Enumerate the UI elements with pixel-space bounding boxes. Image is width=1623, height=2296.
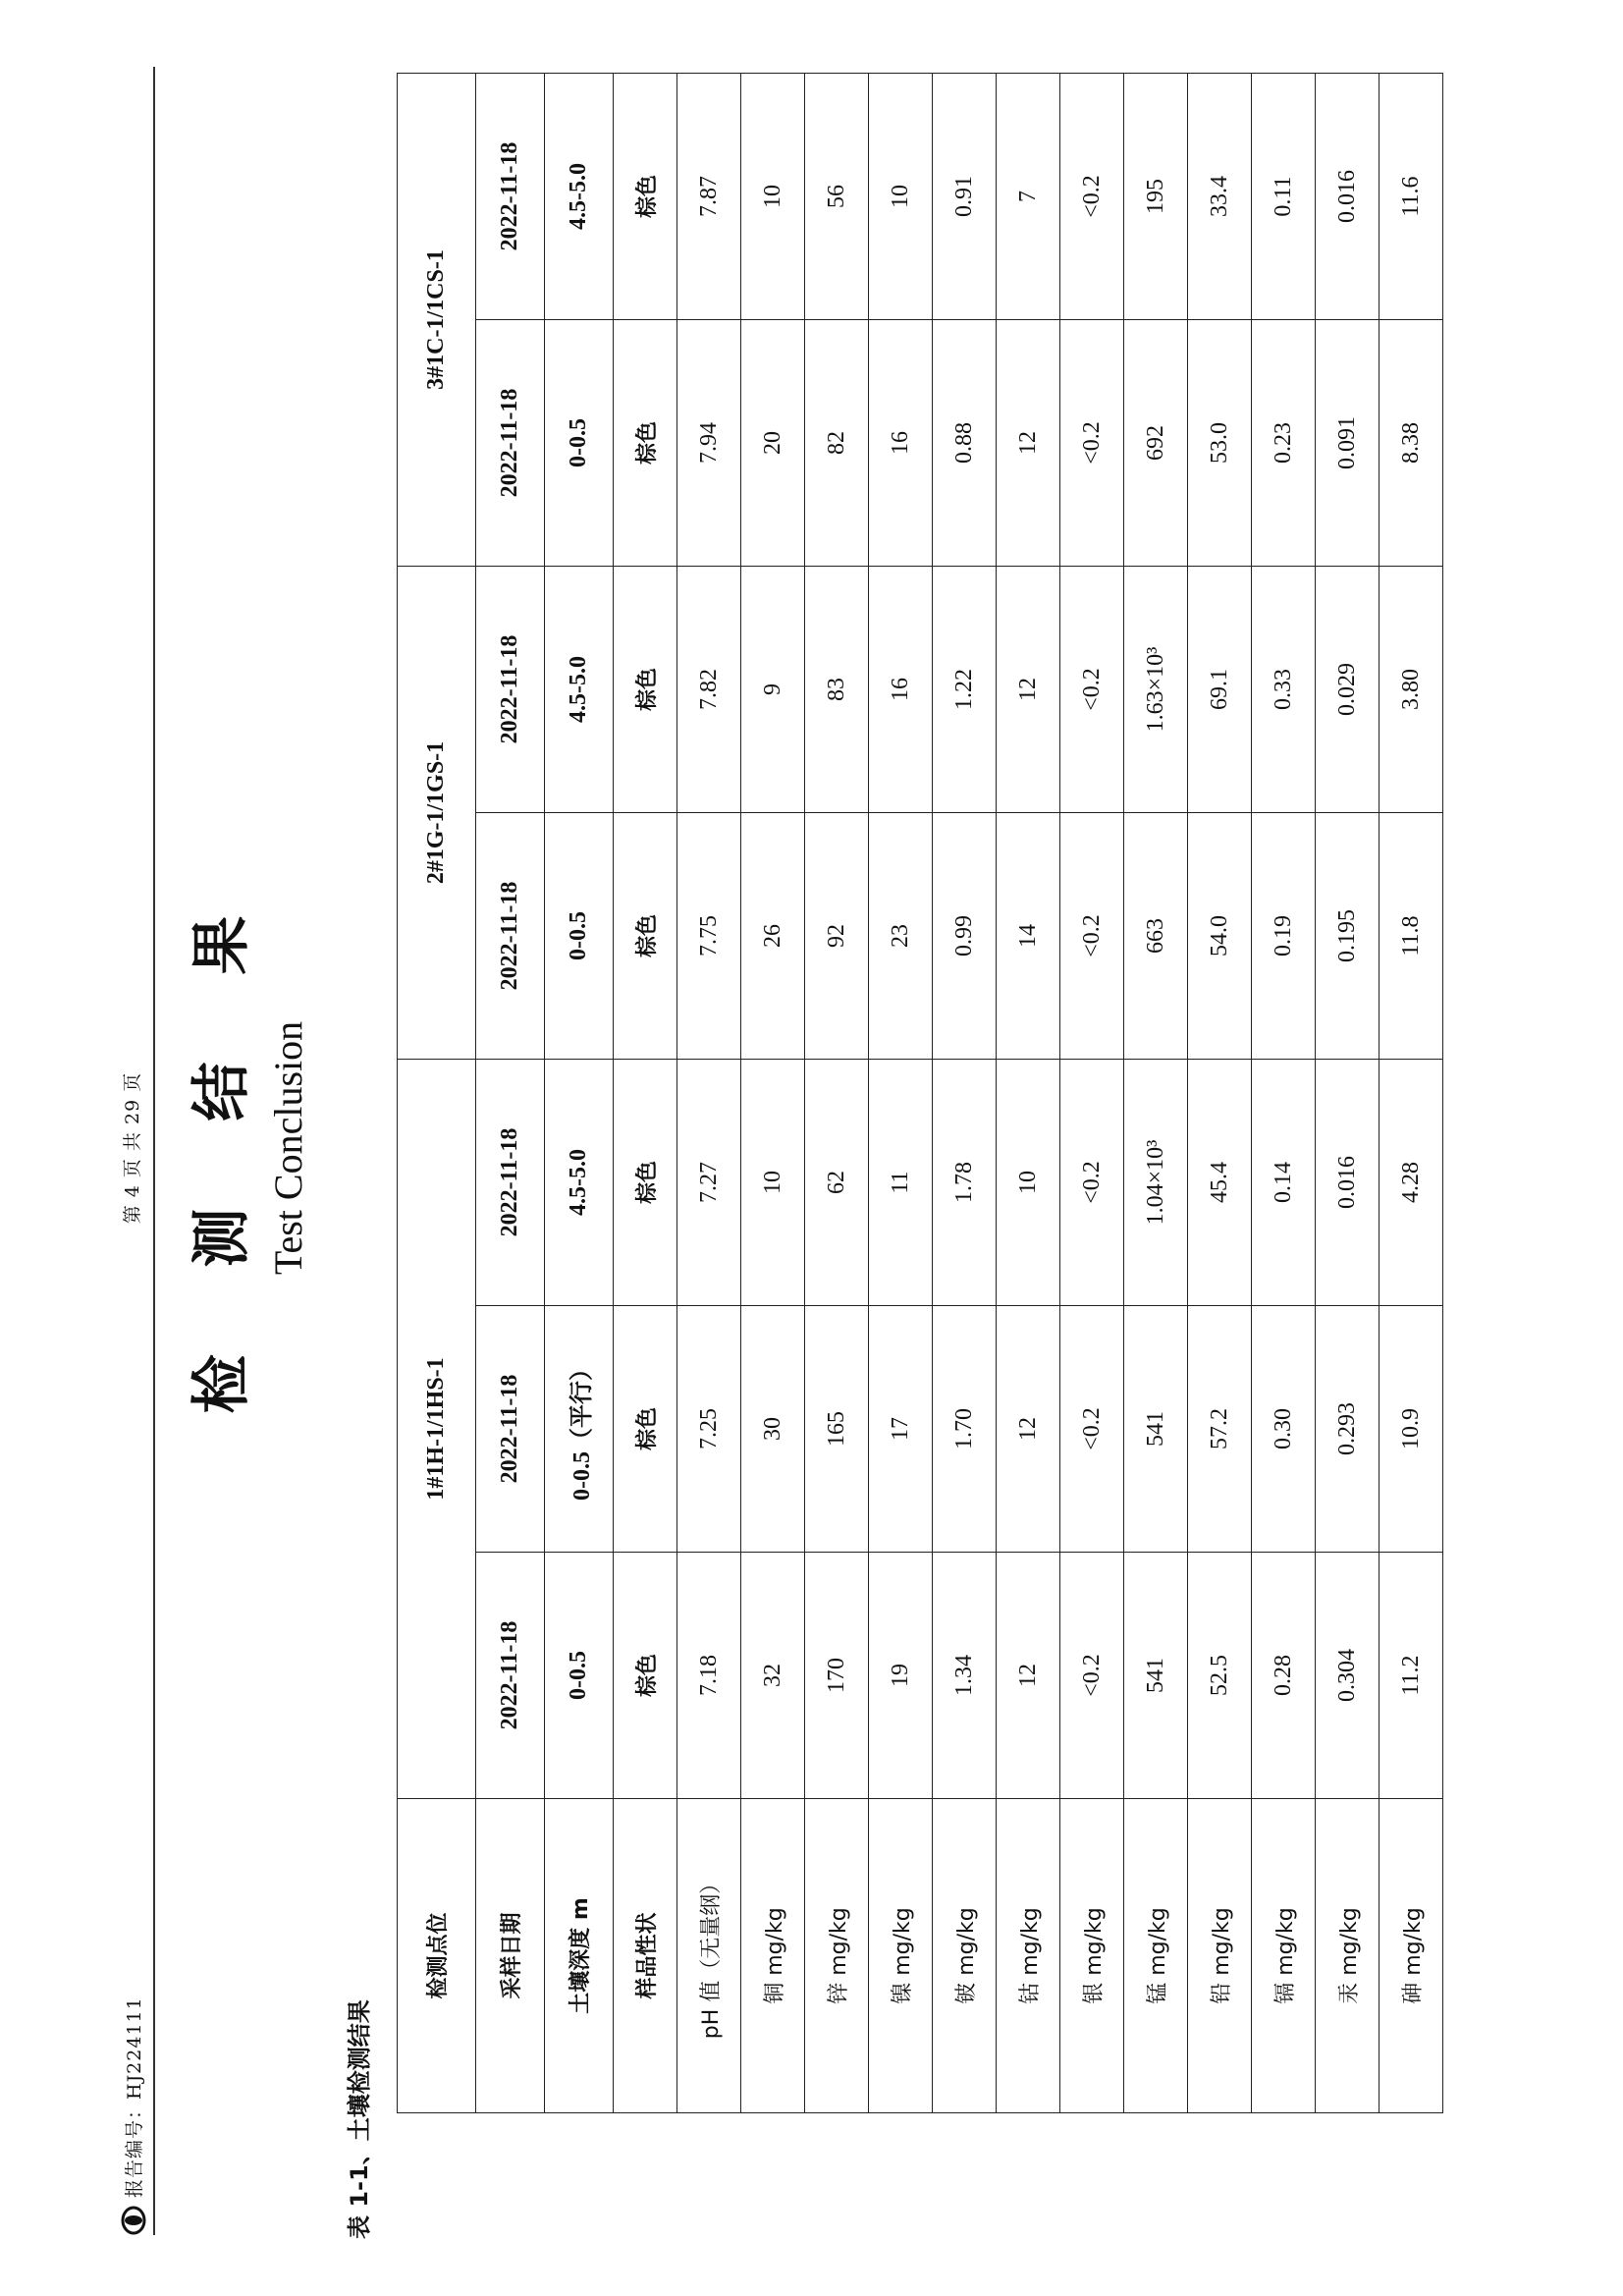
value-cell: 56: [805, 74, 869, 320]
value-cell: 4.5-5.0: [545, 1060, 614, 1306]
value-cell: 3.80: [1380, 567, 1443, 813]
value-cell: 33.4: [1188, 74, 1252, 320]
value-cell: 1.34: [933, 1553, 997, 1799]
param-row: [1252, 74, 1316, 2113]
value-cell: 1.04×10³: [1124, 1060, 1188, 1306]
row-label: 检测点位: [398, 1799, 476, 2113]
value-cell: 12: [997, 1553, 1060, 1799]
value-cell: <0.2: [1060, 1306, 1124, 1553]
value-cell: 82: [805, 320, 869, 567]
value-cell: 9: [741, 567, 805, 813]
value-cell: 54.0: [1188, 813, 1252, 1060]
value-cell: 2022-11-18: [476, 1306, 545, 1553]
value-cell: 10: [997, 1060, 1060, 1306]
value-cell: 0-0.5: [545, 813, 614, 1060]
value-cell: 12: [997, 1306, 1060, 1553]
row-label: 铜 mg/kg: [741, 1799, 805, 2113]
value-cell: 663: [1124, 813, 1188, 1060]
value-cell: <0.2: [1060, 320, 1124, 567]
value-cell: 11.8: [1380, 813, 1443, 1060]
value-cell: 7.27: [677, 1060, 741, 1306]
value-cell: <0.2: [1060, 1060, 1124, 1306]
value-cell: 83: [805, 567, 869, 813]
value-cell: 16: [869, 567, 933, 813]
value-cell: 0.304: [1316, 1553, 1380, 1799]
param-row: [1060, 74, 1124, 2113]
value-cell: 16: [869, 320, 933, 567]
value-cell: 10: [741, 1060, 805, 1306]
value-cell: 0.11: [1252, 74, 1316, 320]
value-cell: 19: [869, 1553, 933, 1799]
value-cell: 17: [869, 1306, 933, 1553]
value-cell: 10: [869, 74, 933, 320]
value-cell: 14: [997, 813, 1060, 1060]
value-cell: 2022-11-18: [476, 74, 545, 320]
param-row: [677, 74, 741, 2113]
value-cell: 12: [997, 320, 1060, 567]
value-cell: 1.70: [933, 1306, 997, 1553]
site-cell: 2#1G-1/1GS-1: [398, 567, 476, 1060]
value-cell: 2022-11-18: [476, 1060, 545, 1306]
value-cell: <0.2: [1060, 1553, 1124, 1799]
value-cell: 棕色: [614, 567, 677, 813]
value-cell: 4.5-5.0: [545, 567, 614, 813]
value-cell: 7: [997, 74, 1060, 320]
row-label: pH 值（无量纲）: [677, 1799, 741, 2113]
value-cell: 1.22: [933, 567, 997, 813]
value-cell: 0.88: [933, 320, 997, 567]
value-cell: 2022-11-18: [476, 567, 545, 813]
value-cell: 195: [1124, 74, 1188, 320]
value-cell: 10.9: [1380, 1306, 1443, 1553]
value-cell: 0.99: [933, 813, 997, 1060]
site-cell: 3#1C-1/1CS-1: [398, 74, 476, 567]
param-row: [1316, 74, 1380, 2113]
value-cell: 2022-11-18: [476, 1553, 545, 1799]
param-row: [741, 74, 805, 2113]
value-cell: 0.029: [1316, 567, 1380, 813]
value-cell: 165: [805, 1306, 869, 1553]
value-cell: 棕色: [614, 1306, 677, 1553]
value-cell: 4.28: [1380, 1060, 1443, 1306]
value-cell: 0.28: [1252, 1553, 1316, 1799]
value-cell: 0.016: [1316, 74, 1380, 320]
value-cell: 棕色: [614, 813, 677, 1060]
row-label: 镉 mg/kg: [1252, 1799, 1316, 2113]
page-title: 检 测 结 果: [188, 882, 256, 1414]
depth-row: [545, 74, 614, 2113]
value-cell: 1.63×10³: [1124, 567, 1188, 813]
header-divider: [153, 67, 155, 2235]
value-cell: 541: [1124, 1306, 1188, 1553]
value-cell: 棕色: [614, 320, 677, 567]
value-cell: 7.75: [677, 813, 741, 1060]
value-cell: 52.5: [1188, 1553, 1252, 1799]
value-cell: 53.0: [1188, 320, 1252, 567]
value-cell: 69.1: [1188, 567, 1252, 813]
value-cell: 0.016: [1316, 1060, 1380, 1306]
value-cell: 0-0.5（平行）: [545, 1306, 614, 1553]
page-number: 第 4 页 共 29 页: [122, 1071, 143, 1225]
value-cell: 7.18: [677, 1553, 741, 1799]
param-row: [997, 74, 1060, 2113]
site-cell: 1#1H-1/1HS-1: [398, 1060, 476, 1799]
value-cell: 0.195: [1316, 813, 1380, 1060]
value-cell: 30: [741, 1306, 805, 1553]
value-cell: 92: [805, 813, 869, 1060]
row-label: 铍 mg/kg: [933, 1799, 997, 2113]
row-label: 铅 mg/kg: [1188, 1799, 1252, 2113]
value-cell: 11.2: [1380, 1553, 1443, 1799]
value-cell: 11.6: [1380, 74, 1443, 320]
value-cell: 692: [1124, 320, 1188, 567]
table-caption: 表 1-1、土壤检测结果: [346, 1999, 373, 2239]
value-cell: 7.25: [677, 1306, 741, 1553]
value-cell: 7.82: [677, 567, 741, 813]
value-cell: 541: [1124, 1553, 1188, 1799]
value-cell: 7.87: [677, 74, 741, 320]
results-table: [397, 73, 1443, 2113]
value-cell: 7.94: [677, 320, 741, 567]
value-cell: <0.2: [1060, 74, 1124, 320]
value-cell: 8.38: [1380, 320, 1443, 567]
nature-row: [614, 74, 677, 2113]
row-label: 钴 mg/kg: [997, 1799, 1060, 2113]
value-cell: 0.91: [933, 74, 997, 320]
value-cell: 棕色: [614, 74, 677, 320]
value-cell: 57.2: [1188, 1306, 1252, 1553]
value-cell: 45.4: [1188, 1060, 1252, 1306]
value-cell: 32: [741, 1553, 805, 1799]
param-row: [869, 74, 933, 2113]
value-cell: 0.19: [1252, 813, 1316, 1060]
row-label: 镍 mg/kg: [869, 1799, 933, 2113]
value-cell: 棕色: [614, 1060, 677, 1306]
value-cell: 0.14: [1252, 1060, 1316, 1306]
value-cell: 0-0.5: [545, 1553, 614, 1799]
value-cell: 0.293: [1316, 1306, 1380, 1553]
row-label: 砷 mg/kg: [1380, 1799, 1443, 2113]
value-cell: 棕色: [614, 1553, 677, 1799]
row-label: 银 mg/kg: [1060, 1799, 1124, 2113]
param-row: [805, 74, 869, 2113]
param-row: [1380, 74, 1443, 2113]
value-cell: 2022-11-18: [476, 813, 545, 1060]
row-label: 汞 mg/kg: [1316, 1799, 1380, 2113]
value-cell: <0.2: [1060, 813, 1124, 1060]
value-cell: 1.78: [933, 1060, 997, 1306]
row-label: 土壤深度 m: [545, 1799, 614, 2113]
value-cell: 23: [869, 813, 933, 1060]
value-cell: 20: [741, 320, 805, 567]
param-row: [1188, 74, 1252, 2113]
date-row: [476, 74, 545, 2113]
value-cell: 26: [741, 813, 805, 1060]
value-cell: 11: [869, 1060, 933, 1306]
param-row: [1124, 74, 1188, 2113]
value-cell: 10: [741, 74, 805, 320]
row-label: 样品性状: [614, 1799, 677, 2113]
value-cell: <0.2: [1060, 567, 1124, 813]
value-cell: 0.33: [1252, 567, 1316, 813]
value-cell: 0.091: [1316, 320, 1380, 567]
value-cell: 62: [805, 1060, 869, 1306]
value-cell: 0.23: [1252, 320, 1316, 567]
row-label: 采样日期: [476, 1799, 545, 2113]
value-cell: 0-0.5: [545, 320, 614, 567]
report-number: 报告编号：HJ224111: [124, 1996, 145, 2198]
value-cell: 0.30: [1252, 1306, 1316, 1553]
value-cell: 2022-11-18: [476, 320, 545, 567]
value-cell: 170: [805, 1553, 869, 1799]
site-row: [398, 74, 476, 2113]
row-label: 锰 mg/kg: [1124, 1799, 1188, 2113]
page-subtitle: Test Conclusion: [266, 1020, 310, 1276]
value-cell: 4.5-5.0: [545, 74, 614, 320]
value-cell: 12: [997, 567, 1060, 813]
param-row: [933, 74, 997, 2113]
row-label: 锌 mg/kg: [805, 1799, 869, 2113]
